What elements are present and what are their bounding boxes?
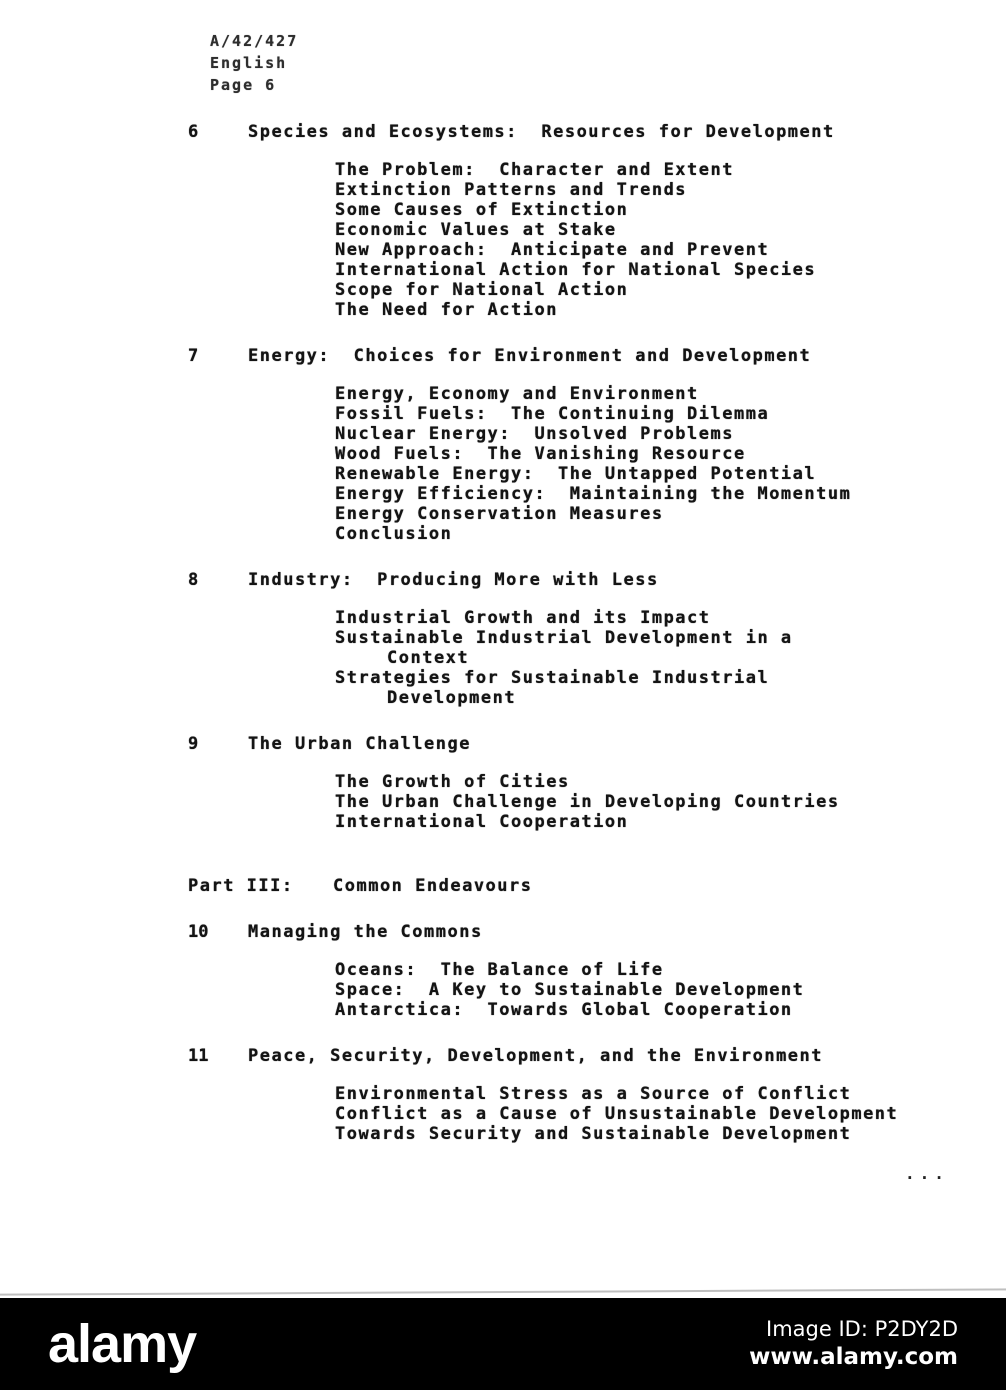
toc-item: Towards Security and Sustainable Development [335,1124,852,1144]
toc-item: Antarctica: Towards Global Cooperation [335,1000,793,1020]
doc-language: English [210,54,288,72]
section-heading [188,1046,1006,1066]
section-items [335,384,1006,544]
section-title: Industry: Producing More with Less [248,570,659,590]
section-title: Energy: Choices for Environment and Development [248,346,812,366]
section-items [335,960,1006,1020]
section-title: Managing the Commons [248,922,483,942]
image-id-text: Image ID: P2DY2D [766,1317,958,1341]
section-title: Species and Ecosystems: Resources for Development [248,122,835,142]
toc-item: The Problem: Character and Extent [335,160,734,180]
part-title: Common Endeavours [333,876,533,896]
toc-item: International Cooperation [335,812,629,832]
section-items [335,1084,1006,1144]
section-heading [188,570,1006,590]
toc-item: Conflict as a Cause of Unsustainable Development [335,1104,899,1124]
section-number: 10 [188,922,209,942]
toc-item: Renewable Energy: The Untapped Potential [335,464,817,484]
toc-item: The Urban Challenge in Developing Countries [335,792,840,812]
toc-item: Energy, Economy and Environment [335,384,699,404]
section-number: 9 [188,734,199,754]
toc-item: Extinction Patterns and Trends [335,180,688,200]
section-title: Peace, Security, Development, and the Environment [248,1046,824,1066]
toc-item: Context [387,648,470,668]
section-9 [0,734,1006,832]
toc-item: International Action for National Species [335,260,817,280]
toc-item: Nuclear Energy: Unsolved Problems [335,424,734,444]
toc-item: Energy Conservation Measures [335,504,664,524]
section-7 [0,346,1006,544]
alamy-watermark-bar [0,1298,1006,1390]
toc-item: Conclusion [335,524,453,544]
section-heading [188,922,1006,942]
section-items [335,160,1006,320]
toc-item: Strategies for Sustainable Industrial [335,668,770,688]
toc-item: The Growth of Cities [335,772,570,792]
doc-page-number: Page 6 [210,76,277,94]
part-heading [188,876,1006,896]
toc-item: New Approach: Anticipate and Prevent [335,240,770,260]
section-10 [0,922,1006,1020]
scan-edge-line [0,1288,1006,1295]
alamy-logo: alamy [48,1314,197,1374]
section-title: The Urban Challenge [248,734,471,754]
document-header [210,30,1006,96]
toc-item: Economic Values at Stake [335,220,617,240]
section-number: 8 [188,570,199,590]
section-heading [188,734,1006,754]
section-number: 11 [188,1046,209,1066]
section-items [335,772,1006,832]
section-8 [0,570,1006,708]
doc-symbol: A/42/427 [210,32,299,50]
toc-item: Scope for National Action [335,280,629,300]
toc-item: Space: A Key to Sustainable Development [335,980,805,1000]
section-heading [188,346,1006,366]
alamy-url-text: www.alamy.com [749,1344,958,1370]
toc-item: Wood Fuels: The Vanishing Resource [335,444,746,464]
toc-item: Development [387,688,517,708]
continuation-dots: ... [905,1164,949,1183]
section-items [335,608,1006,708]
section-number: 6 [188,122,199,142]
section-heading [188,122,1006,142]
toc-item: Industrial Growth and its Impact [335,608,711,628]
toc-item: Oceans: The Balance of Life [335,960,664,980]
toc-item: Environmental Stress as a Source of Conflict [335,1084,852,1104]
toc-item: Sustainable Industrial Development in a [335,628,793,648]
watermark-info [749,1316,958,1372]
part-label: Part III: [188,876,294,896]
section-number: 7 [188,346,199,366]
section-6 [0,122,1006,320]
toc-item: Energy Efficiency: Maintaining the Momentum [335,484,852,504]
toc-item: The Need for Action [335,300,558,320]
table-of-contents [0,122,1006,1144]
toc-item: Fossil Fuels: The Continuing Dilemma [335,404,770,424]
section-11 [0,1046,1006,1144]
toc-item: Some Causes of Extinction [335,200,629,220]
